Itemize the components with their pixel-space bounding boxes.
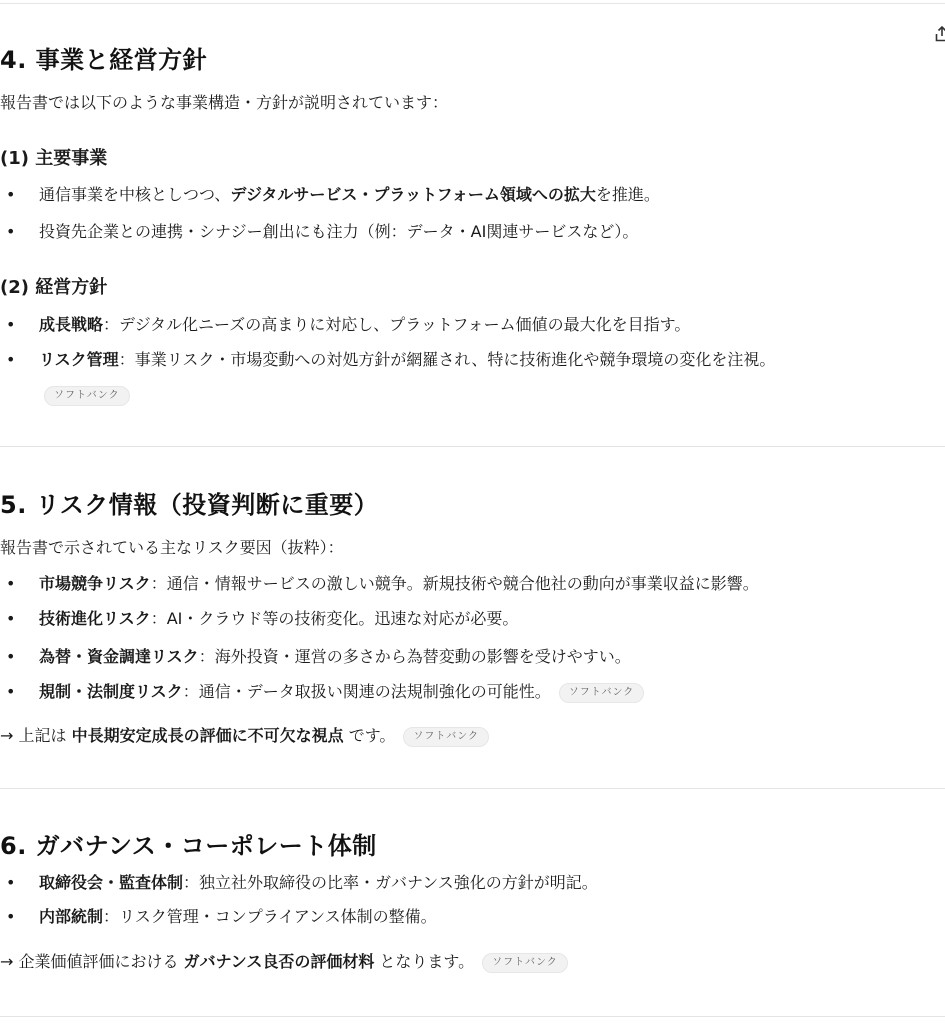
section-4-subheading-1: (1) 主要事業 (0, 148, 108, 169)
section-divider (0, 446, 945, 447)
section-4-subheading-2: (2) 経営方針 (0, 277, 108, 298)
share-icon[interactable] (935, 26, 945, 42)
section-5-title: 5. リスク情報（投資判断に重要） (0, 491, 379, 519)
section-6-note: → 企業価値評価における ガバナンス良否の評価材料 となります。 ソフトバンク (0, 950, 568, 974)
source-chip-row (36, 385, 130, 406)
section-6-title: 6. ガバナンス・コーポレート体制 (0, 832, 377, 860)
section-5-lead: 報告書で示されている主なリスク要因（抜粋）： (0, 538, 344, 557)
source-chip[interactable]: ソフトバンク (482, 953, 568, 973)
source-chip[interactable]: ソフトバンク (403, 727, 489, 747)
source-chip[interactable]: ソフトバンク (559, 683, 645, 703)
section-5-note: → 上記は 中長期安定成長の評価に不可欠な視点 です。 ソフトバンク (0, 724, 489, 748)
section-4-lead: 報告書では以下のような事業構造・方針が説明されています： (0, 93, 449, 112)
source-chip[interactable]: ソフトバンク (44, 386, 130, 406)
section-divider (0, 1016, 945, 1017)
section-4-title: 4. 事業と経営方針 (0, 46, 208, 74)
section-divider (0, 788, 945, 789)
top-divider (0, 3, 945, 4)
